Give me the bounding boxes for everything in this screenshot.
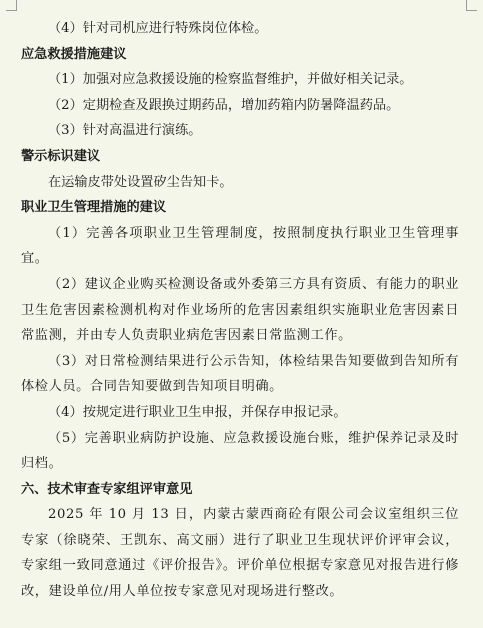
list-item: 在运输皮带处设置矽尘告知卡。 [48, 174, 233, 190]
list-item: （1）加强对应急救援设施的检察监督维护，并做好相关记录。 [48, 72, 413, 88]
paragraph: （3）对日常检测结果进行公示告知，体检结果告知要做到告知所有体检人员。合同告知要做到告知项目明确。 [21, 353, 459, 395]
section-heading-warning-signs: 警示标识建议 [21, 148, 101, 164]
list-item: （4）按规定进行职业卫生申报，并保存申报记录。 [48, 404, 347, 420]
paragraph: （1）完善各项职业卫生管理制度，按照制度执行职业卫生管理事宜。 [21, 225, 459, 267]
section-heading-expert-review: 六、技术审查专家组评审意见 [21, 481, 193, 497]
paragraph: （5）完善职业病防护设施、应急救援设施台账，维护保养记录及时归档。 [21, 430, 459, 472]
list-item: （4）针对司机应进行特殊岗位体检。 [48, 21, 268, 36]
list-item: （2）定期检查及跟换过期药品，增加药箱内防暑降温药品。 [48, 97, 400, 113]
section-heading-management: 职业卫生管理措施的建议 [21, 200, 167, 216]
paragraph-expert-review: 2025 年 10 月 13 日，内蒙古蒙西商砼有限公司会议室组织三位专家（徐晓荣、王凯东、高文丽）进行了职业卫生现状评价评审会议，专家组一致同意通过《评价报告》。评价单位根据专家意见对报告进行修改，建设单位/用人单位按专家意见对现场进行整改。 [21, 507, 459, 600]
list-item: （3）针对高温进行演练。 [48, 123, 202, 139]
paragraph: （2）建议企业购买检测设备或外委第三方具有资质、有能力的职业卫生危害因素检测机构对作业场所的危害因素组织实施职业危害因素日常监测，并由专人负责职业病危害因素日常监测工作。 [21, 276, 459, 344]
page-corner-mark-right [466, 0, 477, 11]
page-corner-mark-left [6, 0, 17, 11]
section-heading-emergency: 应急救援措施建议 [21, 46, 127, 62]
